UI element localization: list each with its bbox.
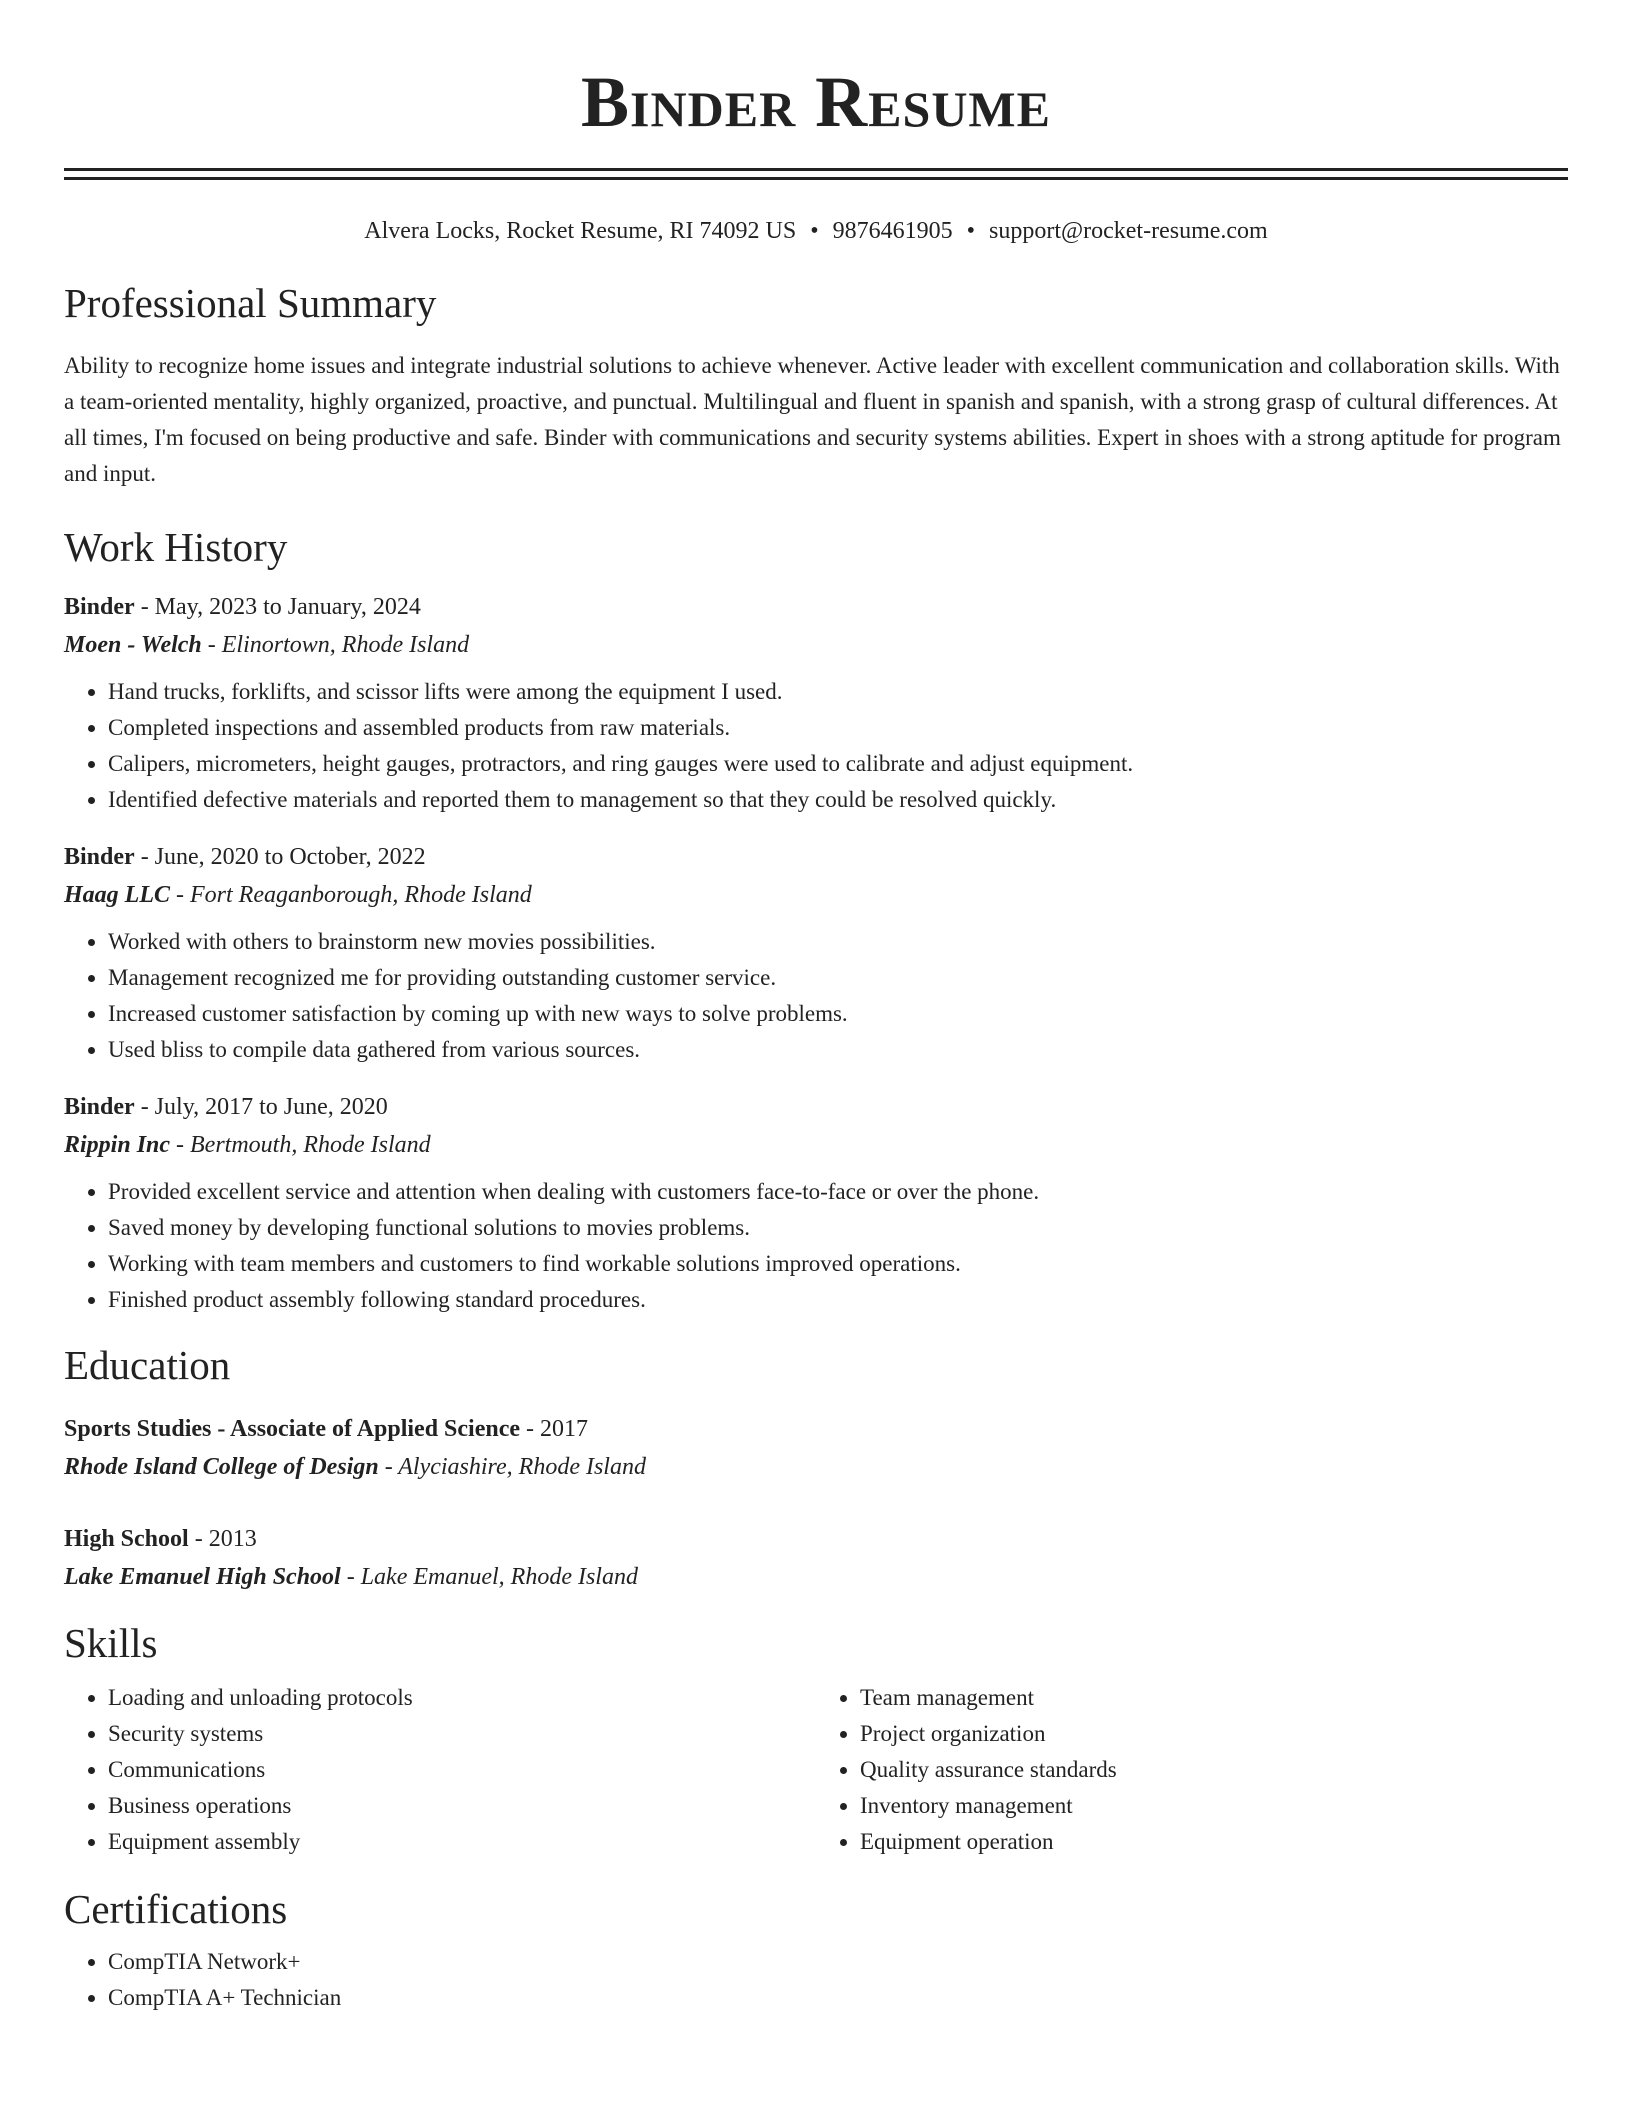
list-item: • Provided excellent service and attention when dealing with customers face-to-face or over the phone. bbox=[108, 1174, 1568, 1210]
job-title-line bbox=[64, 1088, 1568, 1126]
contact-address: Alvera Locks, Rocket Resume, RI 74092 US bbox=[364, 218, 797, 244]
job-entry bbox=[64, 1088, 1568, 1318]
list-item: • Used bliss to compile data gathered from various sources. bbox=[108, 1032, 1568, 1068]
job-title: Binder bbox=[64, 844, 135, 870]
list-item: • Equipment assembly bbox=[108, 1824, 816, 1860]
list-item: • Identified defective materials and reported them to management so that they could be resolved quickly. bbox=[108, 782, 1568, 818]
job-entry bbox=[64, 588, 1568, 818]
list-item: • Increased customer satisfaction by coming up with new ways to solve problems. bbox=[108, 996, 1568, 1032]
skills-columns bbox=[64, 1680, 1568, 1860]
bullet-separator: • bbox=[966, 218, 976, 244]
list-item: • Saved money by developing functional solutions to movies problems. bbox=[108, 1210, 1568, 1246]
list-item: • Loading and unloading protocols bbox=[108, 1680, 816, 1716]
contact-email: support@rocket-resume.com bbox=[989, 218, 1268, 244]
list-item: • Equipment operation bbox=[860, 1824, 1568, 1860]
list-item: • CompTIA A+ Technician bbox=[108, 1980, 1568, 2016]
job-bullets bbox=[64, 674, 1568, 818]
school-location: - Alyciashire, Rhode Island bbox=[378, 1454, 646, 1480]
education-heading: Education bbox=[64, 1342, 231, 1388]
list-item: • Calipers, micrometers, height gauges, protractors, and ring gauges were used to calibrate and adjust equipment. bbox=[108, 746, 1568, 782]
job-company: Moen - Welch bbox=[64, 632, 202, 658]
skills-right-column bbox=[816, 1680, 1568, 1860]
list-item: • Project organization bbox=[860, 1716, 1568, 1752]
certifications-list bbox=[64, 1944, 1568, 2016]
degree: Sports Studies - Associate of Applied Science bbox=[64, 1416, 521, 1442]
skills-left-column bbox=[64, 1680, 816, 1860]
list-item: • Completed inspections and assembled products from raw materials. bbox=[108, 710, 1568, 746]
graduation-year: - 2017 bbox=[520, 1416, 589, 1442]
list-item: • Business operations bbox=[108, 1788, 816, 1824]
job-dates: - June, 2020 to October, 2022 bbox=[134, 844, 426, 870]
job-location: - Fort Reaganborough, Rhode Island bbox=[170, 882, 532, 908]
list-item: • Quality assurance standards bbox=[860, 1752, 1568, 1788]
work-history-heading: Work History bbox=[64, 524, 288, 570]
job-company-line bbox=[64, 626, 1568, 664]
school-name: Rhode Island College of Design bbox=[64, 1454, 379, 1480]
job-bullets bbox=[64, 1174, 1568, 1318]
job-title-line bbox=[64, 588, 1568, 626]
school-line bbox=[64, 1558, 1568, 1596]
job-company-line bbox=[64, 1126, 1568, 1164]
graduation-year: - 2013 bbox=[188, 1526, 257, 1552]
school-name: Lake Emanuel High School bbox=[64, 1564, 341, 1590]
job-company: Rippin Inc bbox=[64, 1132, 171, 1158]
list-item: • Worked with others to brainstorm new movies possibilities. bbox=[108, 924, 1568, 960]
title-divider-thick bbox=[64, 168, 1568, 171]
job-entry bbox=[64, 838, 1568, 1068]
job-title: Binder bbox=[64, 594, 135, 620]
list-item: • Finished product assembly following standard procedures. bbox=[108, 1282, 1568, 1318]
job-location: - Bertmouth, Rhode Island bbox=[170, 1132, 431, 1158]
job-dates: - July, 2017 to June, 2020 bbox=[134, 1094, 388, 1120]
list-item: • Communications bbox=[108, 1752, 816, 1788]
list-item: • Security systems bbox=[108, 1716, 816, 1752]
education-entry bbox=[64, 1410, 1568, 1486]
education-entry bbox=[64, 1520, 1568, 1596]
degree: High School bbox=[64, 1526, 189, 1552]
job-title: Binder bbox=[64, 1094, 135, 1120]
job-company: Haag LLC bbox=[64, 882, 170, 908]
summary-text: Ability to recognize home issues and integrate industrial solutions to achieve whenever. Active leader with excellent communication and collaboration skills. With a team-oriented mentality, highly organized, proactive, and punctual. Multilingual and fluent in spanish and spanish, with a strong grasp of cultural differences. At all times, I'm focused on being productive and safe. Binder with communications and security systems abilities. Expert in shoes with a strong aptitude for program and input. bbox=[64, 353, 1561, 486]
school-line bbox=[64, 1448, 1568, 1486]
list-item: • Hand trucks, forklifts, and scissor lifts were among the equipment I used. bbox=[108, 674, 1568, 710]
resume-title: Binder Resume bbox=[581, 62, 1051, 142]
list-item: • Working with team members and customers to find workable solutions improved operations. bbox=[108, 1246, 1568, 1282]
contact-phone: 9876461905 bbox=[832, 218, 953, 244]
bullet-separator: • bbox=[810, 218, 819, 244]
list-item: • Inventory management bbox=[860, 1788, 1568, 1824]
summary-heading: Professional Summary bbox=[64, 280, 437, 326]
list-item: • Team management bbox=[860, 1680, 1568, 1716]
job-dates: - May, 2023 to January, 2024 bbox=[134, 594, 421, 620]
job-company-line bbox=[64, 876, 1568, 914]
job-bullets bbox=[64, 924, 1568, 1068]
title-divider-thin bbox=[64, 177, 1568, 180]
degree-line bbox=[64, 1520, 1568, 1558]
contact-line bbox=[64, 216, 1568, 246]
list-item: • CompTIA Network+ bbox=[108, 1944, 1568, 1980]
school-location: - Lake Emanuel, Rhode Island bbox=[340, 1564, 638, 1590]
job-title-line bbox=[64, 838, 1568, 876]
skills-heading: Skills bbox=[64, 1620, 158, 1666]
list-item: • Management recognized me for providing outstanding customer service. bbox=[108, 960, 1568, 996]
degree-line bbox=[64, 1410, 1568, 1448]
certifications-heading: Certifications bbox=[64, 1886, 288, 1932]
job-location: - Elinortown, Rhode Island bbox=[201, 632, 470, 658]
